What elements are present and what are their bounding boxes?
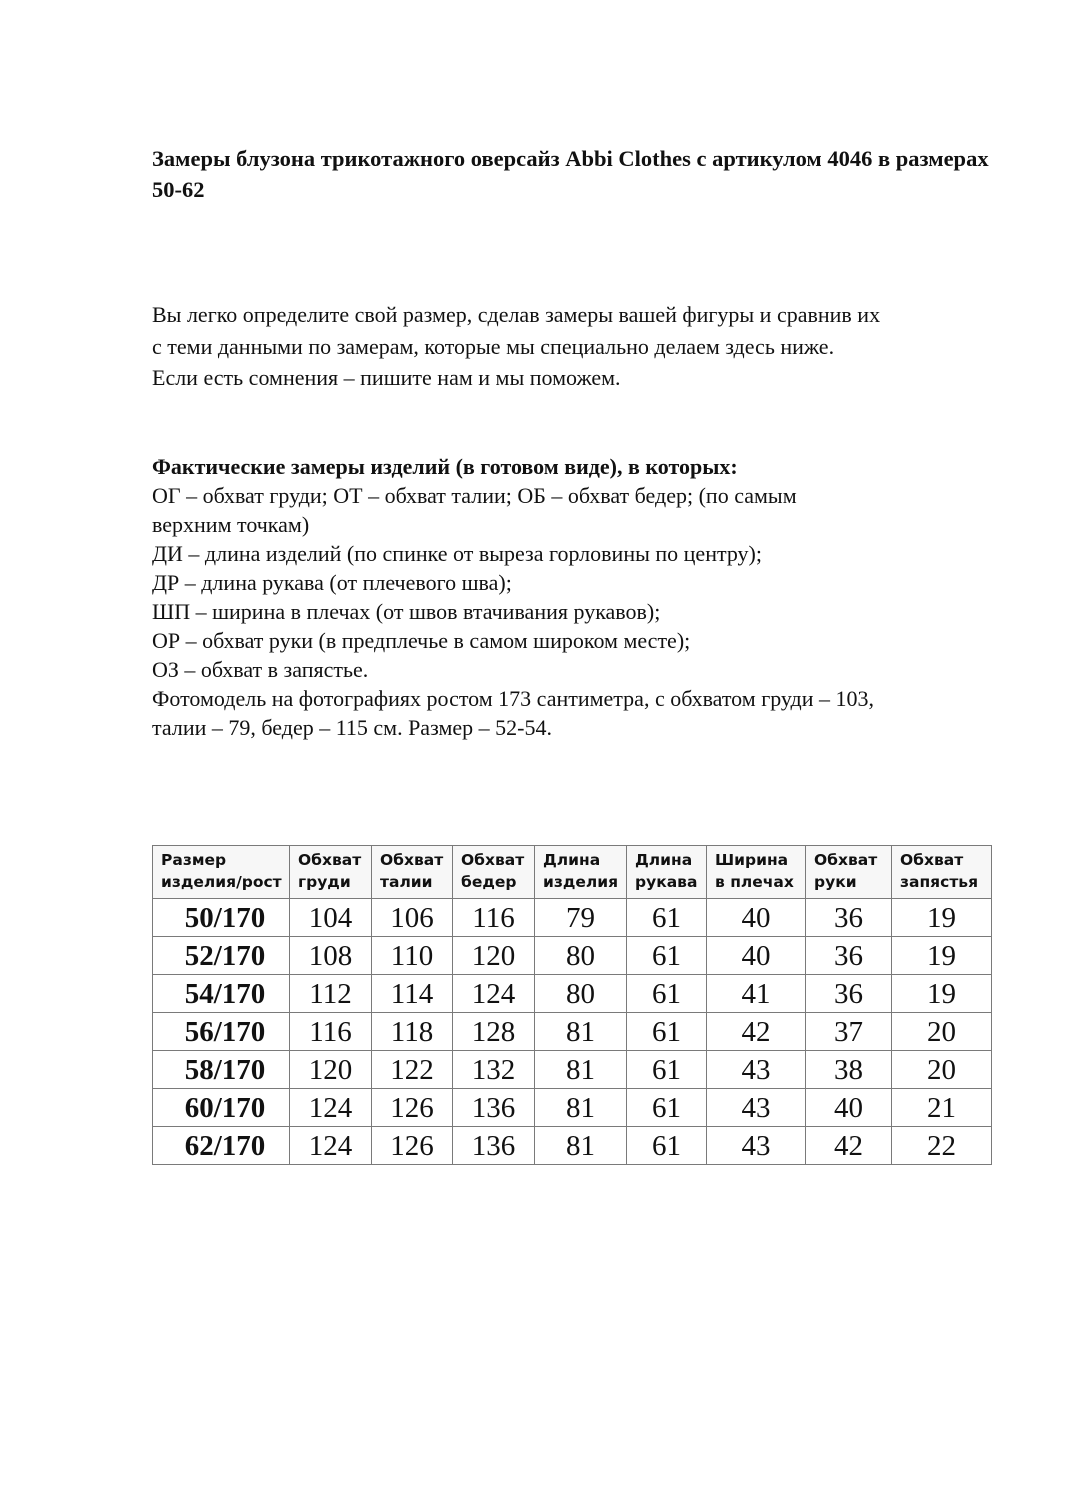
measurement-cell: 40 xyxy=(707,899,806,937)
measurement-cell: 43 xyxy=(707,1127,806,1165)
measurement-cell: 81 xyxy=(535,1089,627,1127)
measurement-cell: 110 xyxy=(372,937,453,975)
size-cell: 58/170 xyxy=(153,1051,290,1089)
measurement-cell: 114 xyxy=(372,975,453,1013)
measurement-cell: 43 xyxy=(707,1089,806,1127)
measurement-cell: 132 xyxy=(453,1051,535,1089)
definition-line: ДИ – длина изделий (по спинке от выреза горловины по центру); xyxy=(152,541,762,566)
measurement-cell: 120 xyxy=(453,937,535,975)
measurement-cell: 42 xyxy=(707,1013,806,1051)
measurement-cell: 112 xyxy=(290,975,372,1013)
table-row xyxy=(153,1051,992,1089)
definition-line: ОЗ – обхват в запястье. xyxy=(152,657,369,682)
definitions-block xyxy=(152,452,1002,742)
size-cell: 60/170 xyxy=(153,1089,290,1127)
measurement-cell: 61 xyxy=(627,1013,707,1051)
measurement-cell: 38 xyxy=(806,1051,892,1089)
measurement-cell: 61 xyxy=(627,899,707,937)
measurement-cell: 116 xyxy=(453,899,535,937)
table-body xyxy=(153,899,992,1165)
definition-line: ОР – обхват руки (в предплечье в самом широком месте); xyxy=(152,628,691,653)
column-header-line: Длина xyxy=(543,851,601,869)
measurement-cell: 136 xyxy=(453,1127,535,1165)
column-header-line: Обхват xyxy=(298,851,362,869)
measurement-cell: 41 xyxy=(707,975,806,1013)
column-header-line: изделия xyxy=(543,873,619,891)
measurement-cell: 128 xyxy=(453,1013,535,1051)
measurement-cell: 81 xyxy=(535,1051,627,1089)
measurement-cell: 80 xyxy=(535,975,627,1013)
definition-line: талии – 79, бедер – 115 см. Размер – 52-54. xyxy=(152,715,552,740)
column-header xyxy=(806,846,892,899)
definition-line: ОГ – обхват груди; ОТ – обхват талии; ОБ – обхват бедер; (по самым xyxy=(152,483,797,508)
column-header xyxy=(453,846,535,899)
table-row xyxy=(153,937,992,975)
size-cell: 52/170 xyxy=(153,937,290,975)
column-header-line: Обхват xyxy=(900,851,964,869)
column-header xyxy=(535,846,627,899)
measurement-cell: 61 xyxy=(627,975,707,1013)
measurement-cell: 61 xyxy=(627,1089,707,1127)
measurement-cell: 20 xyxy=(892,1051,992,1089)
measurement-cell: 104 xyxy=(290,899,372,937)
size-cell: 50/170 xyxy=(153,899,290,937)
document-title: Замеры блузона трикотажного оверсайз Abbi Clothes с артикулом 4046 в размерах 50-62 xyxy=(152,146,989,202)
measurement-cell: 124 xyxy=(290,1089,372,1127)
measurement-cell: 19 xyxy=(892,975,992,1013)
intro-paragraph xyxy=(152,299,1002,394)
measurement-cell: 136 xyxy=(453,1089,535,1127)
table-row xyxy=(153,1013,992,1051)
measurement-cell: 43 xyxy=(707,1051,806,1089)
table-header-row xyxy=(153,846,992,899)
column-header-line: Обхват xyxy=(814,851,878,869)
size-cell: 54/170 xyxy=(153,975,290,1013)
measurement-cell: 19 xyxy=(892,899,992,937)
column-header-line: Обхват xyxy=(380,851,444,869)
column-header xyxy=(153,846,290,899)
measurement-cell: 20 xyxy=(892,1013,992,1051)
measurement-cell: 36 xyxy=(806,937,892,975)
column-header xyxy=(372,846,453,899)
column-header-line: Ширина xyxy=(715,851,789,869)
measurements-heading: Фактические замеры изделий (в готовом виде), в которых: xyxy=(152,454,738,479)
intro-line: Вы легко определите свой размер, сделав замеры вашей фигуры и сравнив их xyxy=(152,302,881,327)
column-header-line: в плечах xyxy=(715,873,794,891)
column-header xyxy=(707,846,806,899)
column-header xyxy=(290,846,372,899)
table-row xyxy=(153,975,992,1013)
measurement-cell: 61 xyxy=(627,937,707,975)
size-table xyxy=(152,845,992,1165)
column-header-line: руки xyxy=(814,873,857,891)
measurement-cell: 118 xyxy=(372,1013,453,1051)
column-header xyxy=(627,846,707,899)
column-header-line: рукава xyxy=(635,873,698,891)
measurement-cell: 106 xyxy=(372,899,453,937)
definition-line: ШП – ширина в плечах (от швов втачивания рукавов); xyxy=(152,599,661,624)
measurement-cell: 37 xyxy=(806,1013,892,1051)
table-row xyxy=(153,1089,992,1127)
table-row xyxy=(153,1127,992,1165)
column-header-line: Размер xyxy=(161,851,227,869)
measurement-cell: 126 xyxy=(372,1127,453,1165)
definition-line: верхним точкам) xyxy=(152,512,310,537)
column-header xyxy=(892,846,992,899)
table-row xyxy=(153,899,992,937)
definition-line: Фотомодель на фотографиях ростом 173 сантиметра, с обхватом груди – 103, xyxy=(152,686,875,711)
intro-line: Если есть сомнения – пишите нам и мы поможем. xyxy=(152,365,621,390)
definition-line: ДР – длина рукава (от плечевого шва); xyxy=(152,570,512,595)
column-header-line: Обхват xyxy=(461,851,525,869)
measurement-cell: 116 xyxy=(290,1013,372,1051)
column-header-line: изделия/рост xyxy=(161,873,282,891)
measurement-cell: 108 xyxy=(290,937,372,975)
measurement-cell: 120 xyxy=(290,1051,372,1089)
measurement-cell: 22 xyxy=(892,1127,992,1165)
measurement-cell: 40 xyxy=(707,937,806,975)
measurement-cell: 124 xyxy=(453,975,535,1013)
measurement-cell: 124 xyxy=(290,1127,372,1165)
measurement-cell: 40 xyxy=(806,1089,892,1127)
column-header-line: груди xyxy=(298,873,351,891)
measurement-cell: 21 xyxy=(892,1089,992,1127)
intro-line: с теми данными по замерам, которые мы специально делаем здесь ниже. xyxy=(152,333,835,359)
measurement-cell: 19 xyxy=(892,937,992,975)
measurement-cell: 81 xyxy=(535,1013,627,1051)
measurement-cell: 36 xyxy=(806,899,892,937)
column-header-line: бедер xyxy=(461,873,517,891)
size-cell: 56/170 xyxy=(153,1013,290,1051)
column-header-line: талии xyxy=(380,873,433,891)
measurement-cell: 79 xyxy=(535,899,627,937)
measurement-cell: 81 xyxy=(535,1127,627,1165)
measurement-cell: 122 xyxy=(372,1051,453,1089)
measurement-cell: 42 xyxy=(806,1127,892,1165)
column-header-line: Длина xyxy=(635,851,693,869)
measurement-cell: 61 xyxy=(627,1127,707,1165)
size-cell: 62/170 xyxy=(153,1127,290,1165)
measurement-cell: 36 xyxy=(806,975,892,1013)
measurement-cell: 126 xyxy=(372,1089,453,1127)
measurement-cell: 61 xyxy=(627,1051,707,1089)
column-header-line: запястья xyxy=(900,873,979,891)
measurement-cell: 80 xyxy=(535,937,627,975)
